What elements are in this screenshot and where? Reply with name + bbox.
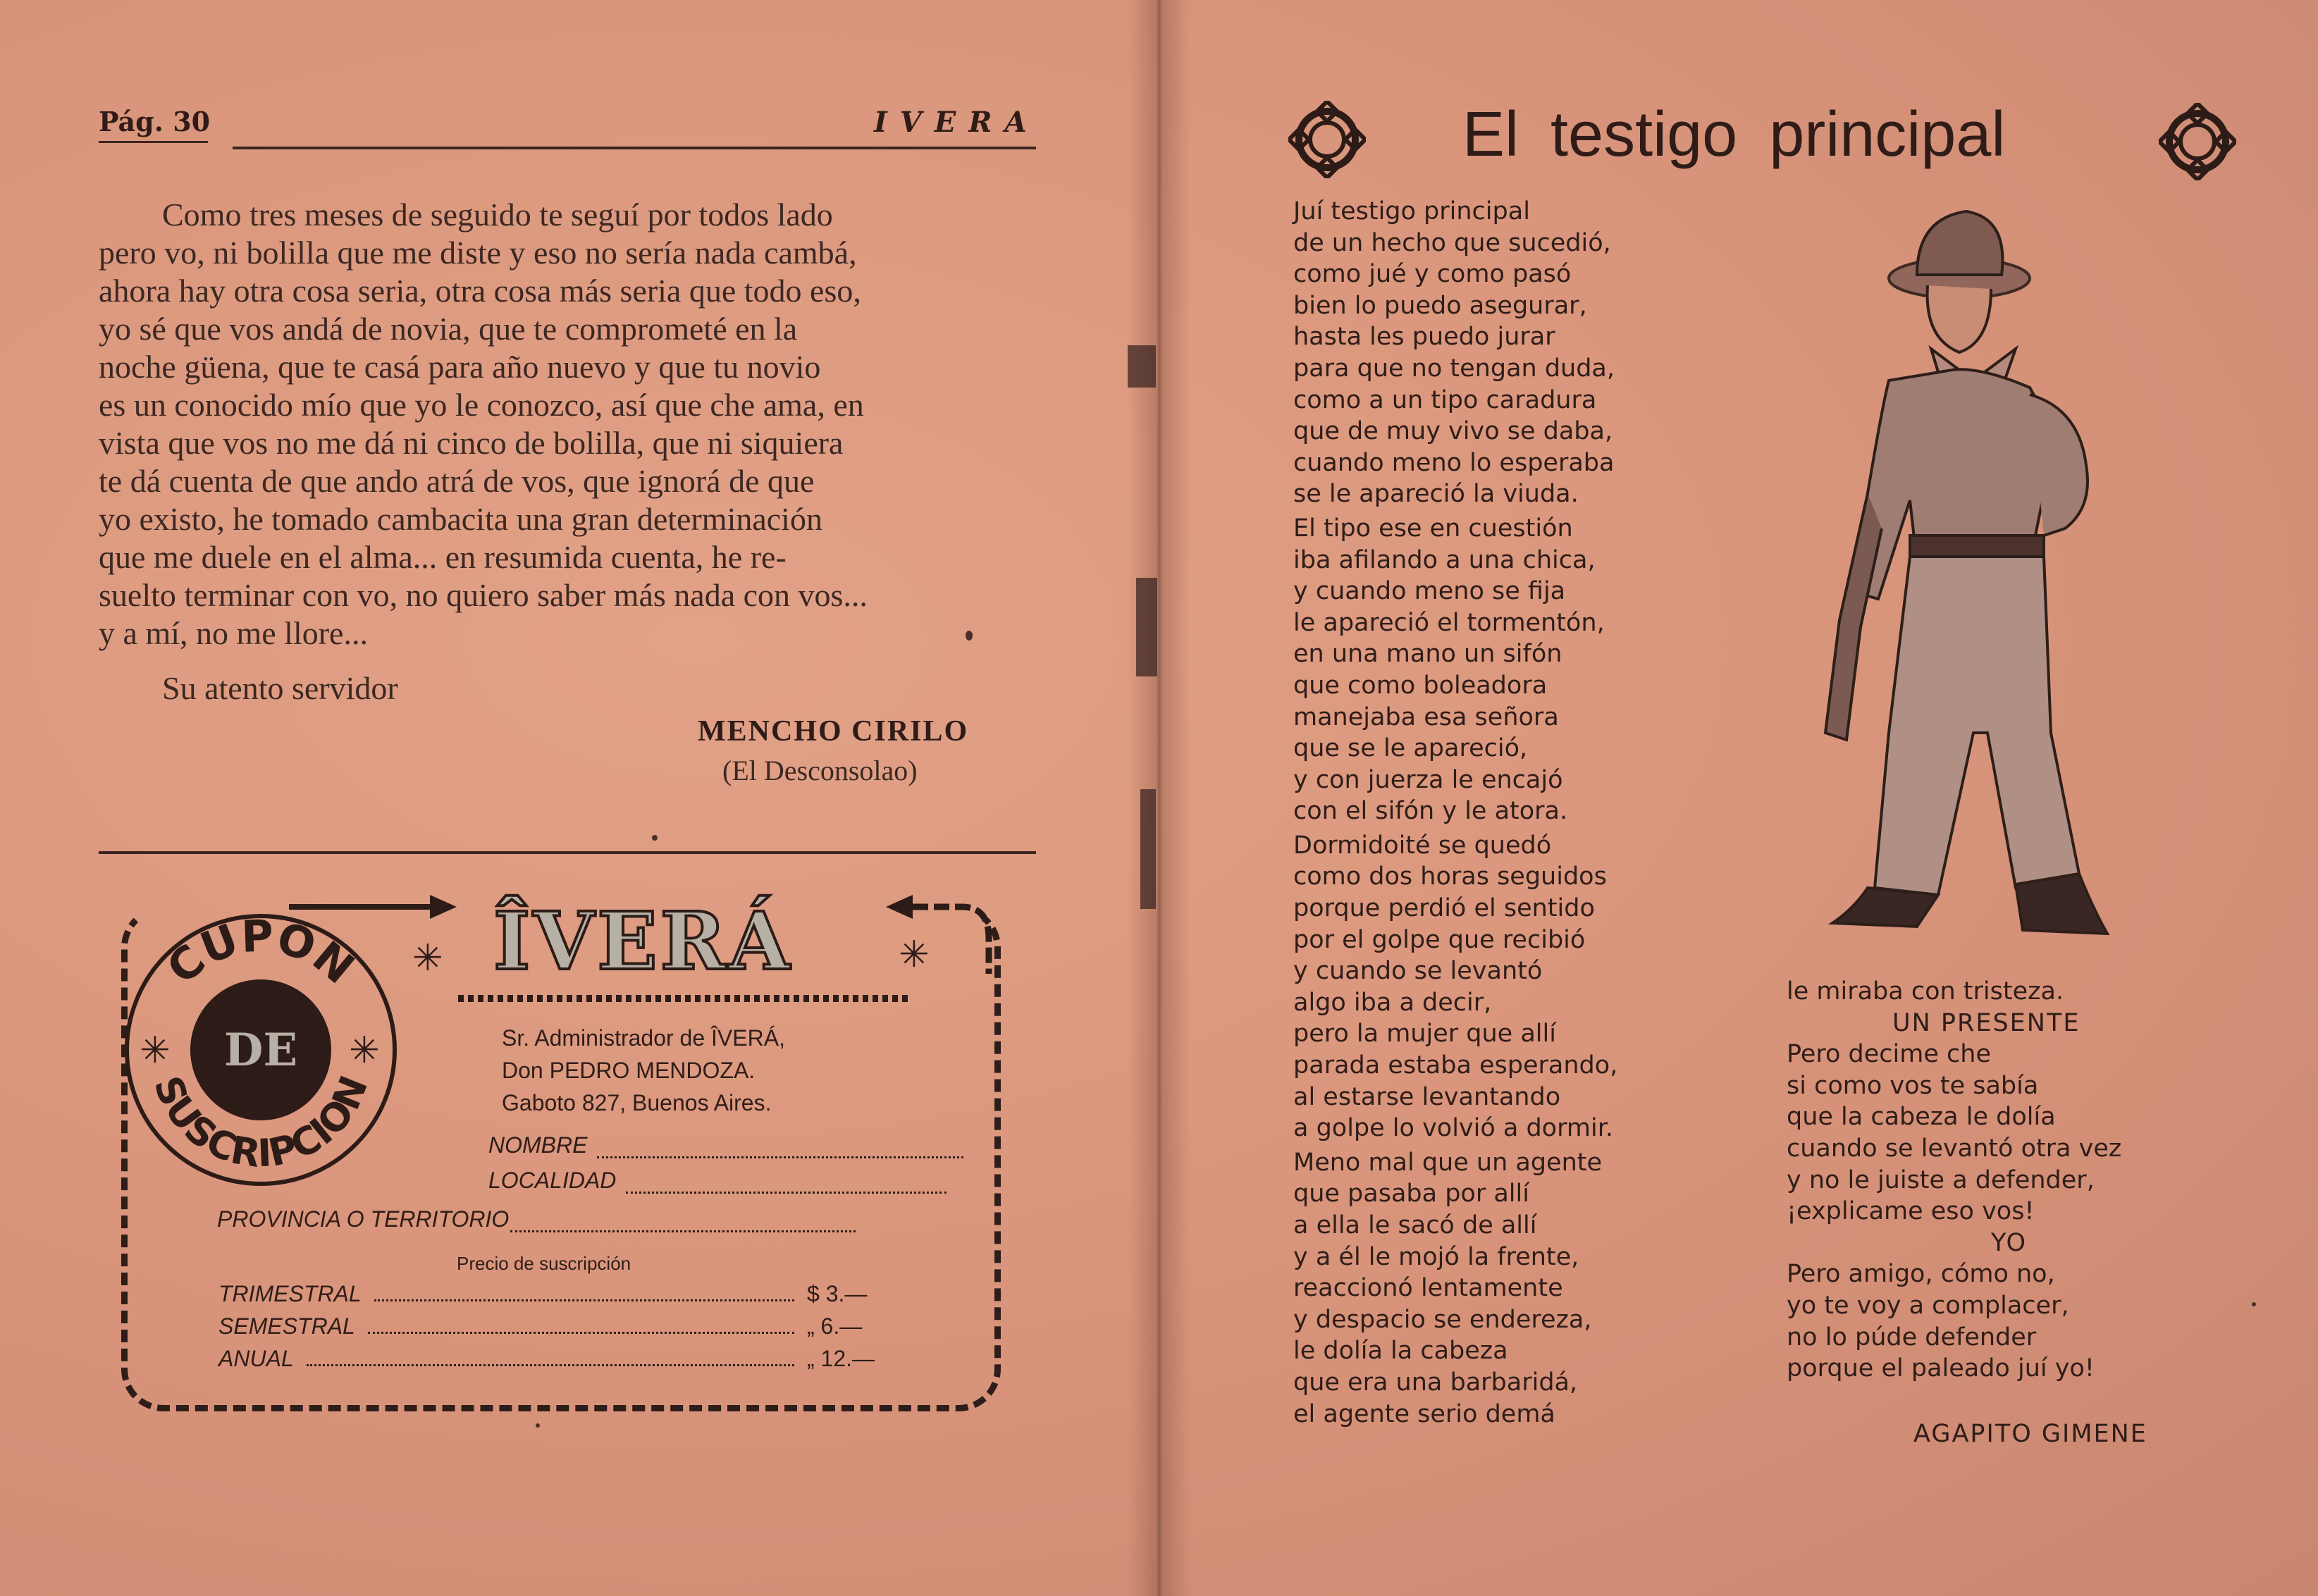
admin-address [502,1022,785,1119]
poem-line: porque perdió el sentido [1293,894,1595,923]
letter-line: ahora hay otra cosa seria, otra cosa más seria que todo eso, [99,273,861,309]
letter-line: y a mí, no me llore... [99,615,368,651]
letter-line: suelto terminar con vo, no quiero saber más nada con vos... [99,577,868,613]
poem-line: El tipo ese en cuestión [1293,514,1573,543]
poem-line: como a un tipo caradura [1293,385,1597,414]
letter-line: es un conocido mío que yo le conozco, así que che ama, en [99,387,864,423]
letter-body [99,196,1036,652]
paper-speck [536,1423,540,1428]
poem-line: como jué y como pasó [1293,260,1572,289]
poem-line: bien lo puedo asegurar, [1293,291,1587,320]
poem-line: de un hecho que sucedió, [1293,228,1611,257]
seal-top-text: CUPON [156,910,364,994]
poem-line: le miraba con tristeza. [1787,977,2064,1006]
price-heading: Precio de suscripción [457,1253,631,1274]
price-label: TRIMESTRAL [218,1281,362,1306]
provincia-blank[interactable] [510,1213,856,1232]
poem-line: que era una barbaridá, [1293,1368,1578,1397]
localidad-blank[interactable] [626,1175,947,1194]
section-heading: UN PRESENTE [1892,1008,2080,1037]
poem-line: y despacio se endereza, [1293,1305,1592,1334]
letter-line: yo sé que vos andá de novia, que te comprometé en la [99,311,798,347]
letter-line: te dá cuenta de que ando atrá de vos, que ignorá de que [99,463,815,499]
face [1928,285,1991,352]
asterisk-star-icon: ✳ [349,1029,380,1072]
belt [1910,536,2044,557]
signature-alias: (El Desconsolao) [722,755,918,786]
letter-line: pero vo, ni bolilla que me diste y eso no sería nada cambá, [99,235,857,271]
admin-line: Sr. Administrador de ÎVERÁ, [502,1025,785,1051]
poem-line: y cuando meno se fija [1293,577,1566,606]
poem-line: a golpe lo volvió a dormir. [1293,1114,1613,1143]
brand-underline [458,995,909,1002]
poem-line: hasta les puedo jurar [1293,323,1555,352]
admin-line: Gaboto 827, Buenos Aires. [502,1090,772,1115]
price-label: SEMESTRAL [218,1313,355,1339]
author-signature: AGAPITO GIMENE [1913,1420,2147,1448]
price-row [218,1313,906,1340]
letter-line: yo existo, he tomado cambacita una gran determinación [99,501,822,537]
admin-line: Don PEDRO MENDOZA. [502,1058,756,1083]
dot-leader [368,1332,794,1334]
right-boot [2016,874,2107,934]
poem-line: para que no tengan duda, [1293,354,1615,383]
arrow-right-icon [289,889,458,924]
poem-line: Pero amigo, cómo no, [1787,1260,2055,1289]
provincia-label: PROVINCIA O TERRITORIO [217,1206,510,1232]
price-row [218,1281,906,1307]
page-number: Pág. 30 [99,106,211,137]
poem-line: Dormidoité se quedó [1293,831,1552,860]
dot-leader [374,1299,794,1301]
hat-crown [1917,211,2002,275]
letter-line: vista que vos no me dá ni cinco de bolilla, que ni siquiera [99,425,844,461]
poem-continuation [1787,976,2238,1385]
seal-bottom-text: SUSCRIPCION [145,1070,377,1177]
poem-line: yo te voy a complacer, [1787,1291,2069,1320]
trousers [1875,557,2079,895]
poem-line: y no le juiste a defender, [1787,1165,2095,1194]
poem-line: parada estaba esperando, [1293,1051,1618,1080]
nombre-blank[interactable] [597,1139,963,1158]
poem-line: al estarse levantando [1293,1082,1561,1111]
poem-line: le dolía la cabeza [1293,1337,1508,1366]
nombre-field[interactable] [488,1132,963,1158]
poem-line: cuando meno lo esperaba [1293,448,1615,477]
price-label: ANUAL [218,1346,294,1371]
header-rule-short [99,141,208,143]
poem-main [1293,196,1688,1430]
poem-line: si como vos te sabía [1787,1071,2039,1100]
paper-speck [966,631,973,641]
asterisk-star-icon: ✳ [412,937,443,979]
poem-line: y con juerza le encajó [1293,765,1563,794]
price-amount: „ 12.— [807,1346,875,1371]
asterisk-star-icon: ✳ [899,934,930,976]
left-boot [1832,888,1938,927]
letter-line: Como tres meses de seguido te seguí por todos lado [162,197,833,233]
celtic-knot-ornament-icon [2159,103,2236,180]
header-rule-long [233,147,1036,149]
poem-line: como dos horas seguidos [1293,862,1607,891]
poem-line: por el golpe que recibió [1293,925,1586,954]
gaucho-illustration [1811,197,2192,986]
section-heading: YO [1991,1228,2028,1257]
left-page [0,0,1156,1596]
poem-line: que como boleadora [1293,671,1548,700]
poem-line: que de muy vivo se daba, [1293,417,1613,446]
paper-speck [2252,1302,2256,1306]
paper-speck [652,835,658,841]
price-amount: „ 6.— [807,1313,863,1339]
poem-line: no lo púde defender [1787,1323,2037,1351]
poem-line: le apareció el tormentón, [1293,608,1605,637]
poem-line: ¡explicame eso vos! [1787,1197,2035,1226]
asterisk-star-icon: ✳ [140,1029,171,1072]
price-amount: $ 3.— [807,1281,868,1306]
story-title: El testigo principal [1462,99,2006,170]
poem-line: en una mano un sifón [1293,640,1562,669]
poem-line: algo iba a decir, [1293,988,1492,1017]
signature-name: MENCHO CIRILO [698,715,969,748]
poem-line: porque el paleado juí yo! [1787,1354,2095,1383]
letter-line: noche güena, que te casá para año nuevo y que tu novio [99,349,821,385]
poem-line: iba afilando a una chica, [1293,545,1596,574]
poem-line: que la cabeza le dolía [1787,1103,2056,1132]
poem-line: el agente serio demá [1293,1399,1555,1428]
poem-line: se le apareció la viuda. [1293,480,1579,509]
poem-line: Pero decime che [1787,1040,1991,1069]
poem-line: Juí testigo principal [1293,197,1530,225]
localidad-label: LOCALIDAD [488,1168,617,1193]
localidad-field[interactable] [488,1168,947,1194]
nombre-label: NOMBRE [488,1132,588,1158]
poem-line: a ella le sacó de allí [1293,1211,1537,1239]
poem-line: manejaba esa señora [1293,703,1559,731]
coupon-brand: ÎVERÁ [493,896,793,988]
subscription-seal [113,902,409,1198]
letter-closing: Su atento servidor [162,670,398,706]
celtic-knot-ornament-icon [1288,101,1366,178]
poem-line: y a él le mojó la frente, [1293,1242,1579,1271]
seal-center-text: DE [223,1024,298,1077]
dot-leader [307,1364,794,1366]
poem-line: que se le apareció, [1293,734,1528,763]
running-title: IVERA [874,106,1040,139]
provincia-field[interactable] [217,1206,856,1232]
poem-line: cuando se levantó otra vez [1787,1134,2122,1163]
poem-line: reaccionó lentamente [1293,1274,1563,1303]
poem-line: Meno mal que un agente [1293,1148,1603,1177]
poem-line: con el sifón y le atora. [1293,797,1568,826]
poem-line: pero la mujer que allí [1293,1020,1556,1048]
rebenque [1825,493,1882,740]
poem-line: que pasaba por allí [1293,1180,1529,1208]
price-row [218,1346,906,1372]
letter-line: que me duele en el alma... en resumida cuenta, he re- [99,539,787,575]
poem-line: y cuando se levantó [1293,957,1543,986]
section-divider [99,851,1036,854]
